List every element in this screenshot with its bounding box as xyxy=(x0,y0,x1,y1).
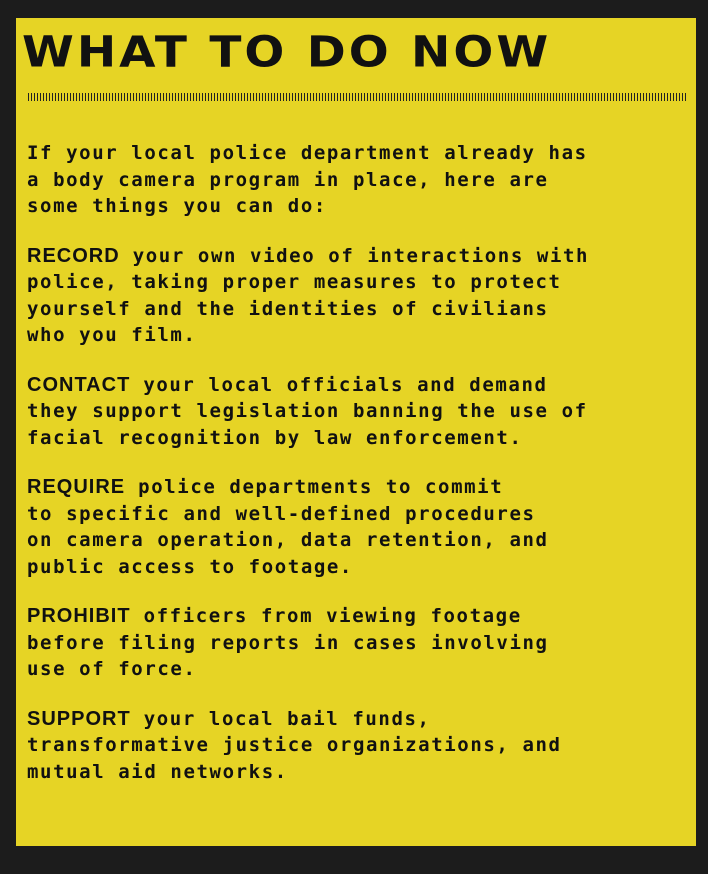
action-keyword: CONTACT xyxy=(27,373,131,396)
action-keyword: PROHIBIT xyxy=(27,605,131,627)
action-prohibit xyxy=(27,603,692,683)
action-text: your local officials and demand they support legislation banning the use of facial recognition by law enforcement. xyxy=(27,373,588,449)
action-keyword: REQUIRE xyxy=(27,476,126,498)
action-text: officers from viewing footage before filing reports in cases involving use of force. xyxy=(27,605,549,680)
action-keyword: SUPPORT xyxy=(27,707,131,730)
content-body xyxy=(27,140,692,808)
action-text: your own video of interactions with police, taking proper measures to protect yourself and the identities of civilians who you film. xyxy=(27,244,590,346)
action-require xyxy=(27,474,692,580)
divider xyxy=(28,93,688,101)
action-record xyxy=(27,243,692,349)
info-panel xyxy=(16,18,696,846)
action-contact xyxy=(27,372,692,452)
page-title: WHAT TO DO NOW xyxy=(22,28,552,78)
intro-paragraph: If your local police department already has a body camera program in place, here are some things you can do: xyxy=(27,142,588,217)
action-text: your local bail funds, transformative justice organizations, and mutual aid networks. xyxy=(27,707,562,783)
action-support xyxy=(27,706,692,786)
action-keyword: RECORD xyxy=(27,244,120,267)
action-text: police departments to commit to specific and well-defined procedures on camera operation, data retention, and public access to footage. xyxy=(27,476,549,578)
